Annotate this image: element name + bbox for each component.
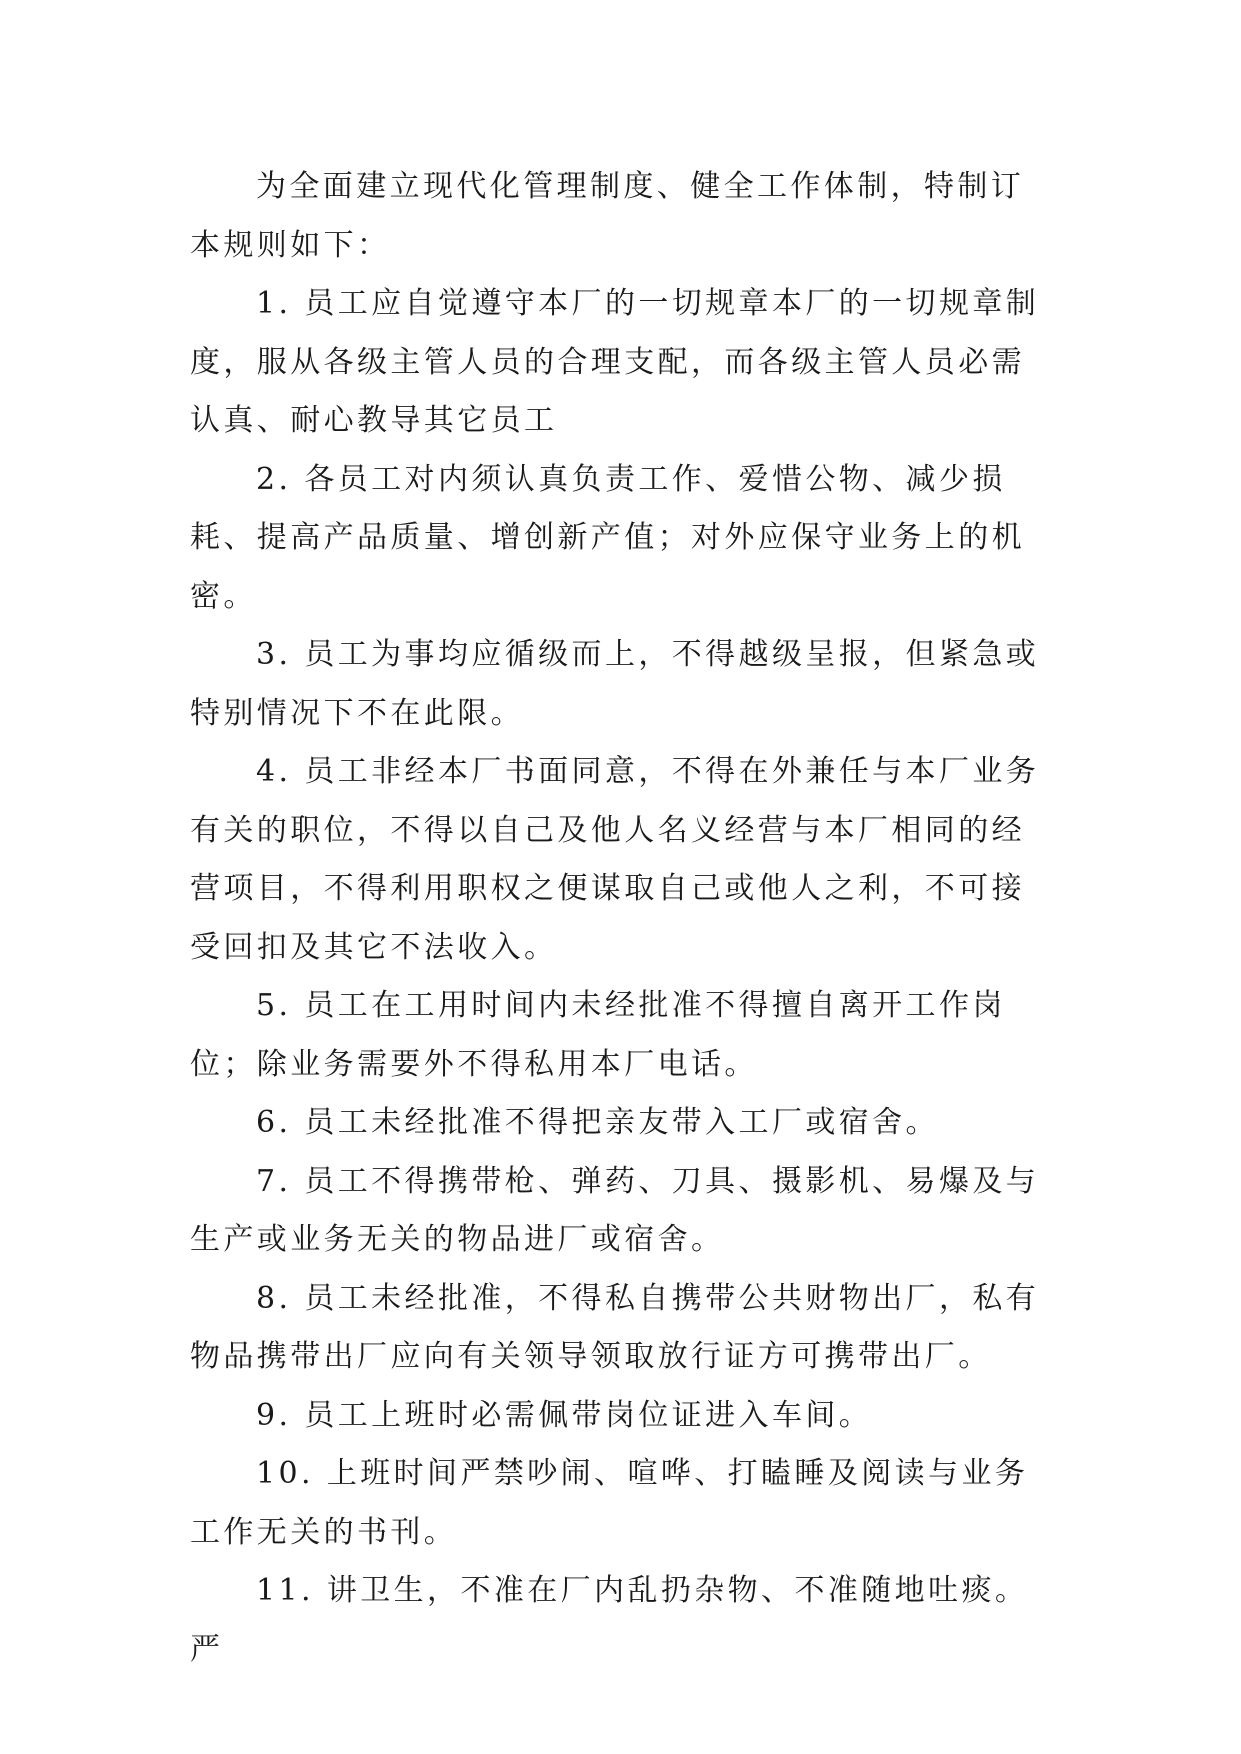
rule-paragraph-11: 11. 讲卫生，不准在厂内乱扔杂物、不准随地吐痰。严 [190, 1573, 1029, 1667]
rule-paragraph-1: 1. 员工应自觉遵守本厂的一切规章本厂的一切规章制度，服从各级主管人员的合理支配，而各级主管人员必需认真、耐心教导其它员工 [190, 286, 1040, 438]
rule-paragraph-8: 8. 员工未经批准，不得私自携带公共财物出厂，私有物品携带出厂应向有关领导领取放行证方可携带出厂。 [190, 1280, 1040, 1374]
intro-paragraph: 为全面建立现代化管理制度、健全工作体制，特制订本规则如下： [190, 169, 1025, 263]
rule-paragraph-3: 3. 员工为事均应循级而上，不得越级呈报，但紧急或特别情况下不在此限。 [190, 637, 1040, 731]
rule-paragraph-6: 6. 员工未经批准不得把亲友带入工厂或宿舍。 [256, 1105, 939, 1140]
rule-paragraph-7: 7. 员工不得携带枪、弹药、刀具、摄影机、易爆及与生产或业务无关的物品进厂或宿舍。 [190, 1163, 1040, 1257]
rule-paragraph-4: 4. 员工非经本厂书面同意，不得在外兼任与本厂业务有关的职位，不得以自己及他人名义经营与本厂相同的经营项目，不得利用职权之便谋取自己或他人之利，不可接受回扣及其它不法收入。 [190, 754, 1040, 965]
rule-paragraph-10: 10. 上班时间严禁吵闹、喧哗、打瞌睡及阅读与业务工作无关的书刊。 [190, 1456, 1029, 1550]
rule-paragraph-9: 9. 员工上班时必需佩带岗位证进入车间。 [256, 1397, 873, 1433]
rule-paragraph-2: 2. 各员工对内须认真负责工作、爱惜公物、减少损耗、提高产品质量、增创新产值；对外应保守业务上的机密。 [190, 461, 1025, 614]
rule-paragraph-5: 5. 员工在工用时间内未经批准不得擅自离开工作岗位；除业务需要外不得私用本厂电话。 [190, 988, 1006, 1082]
document-body [190, 158, 1052, 1679]
